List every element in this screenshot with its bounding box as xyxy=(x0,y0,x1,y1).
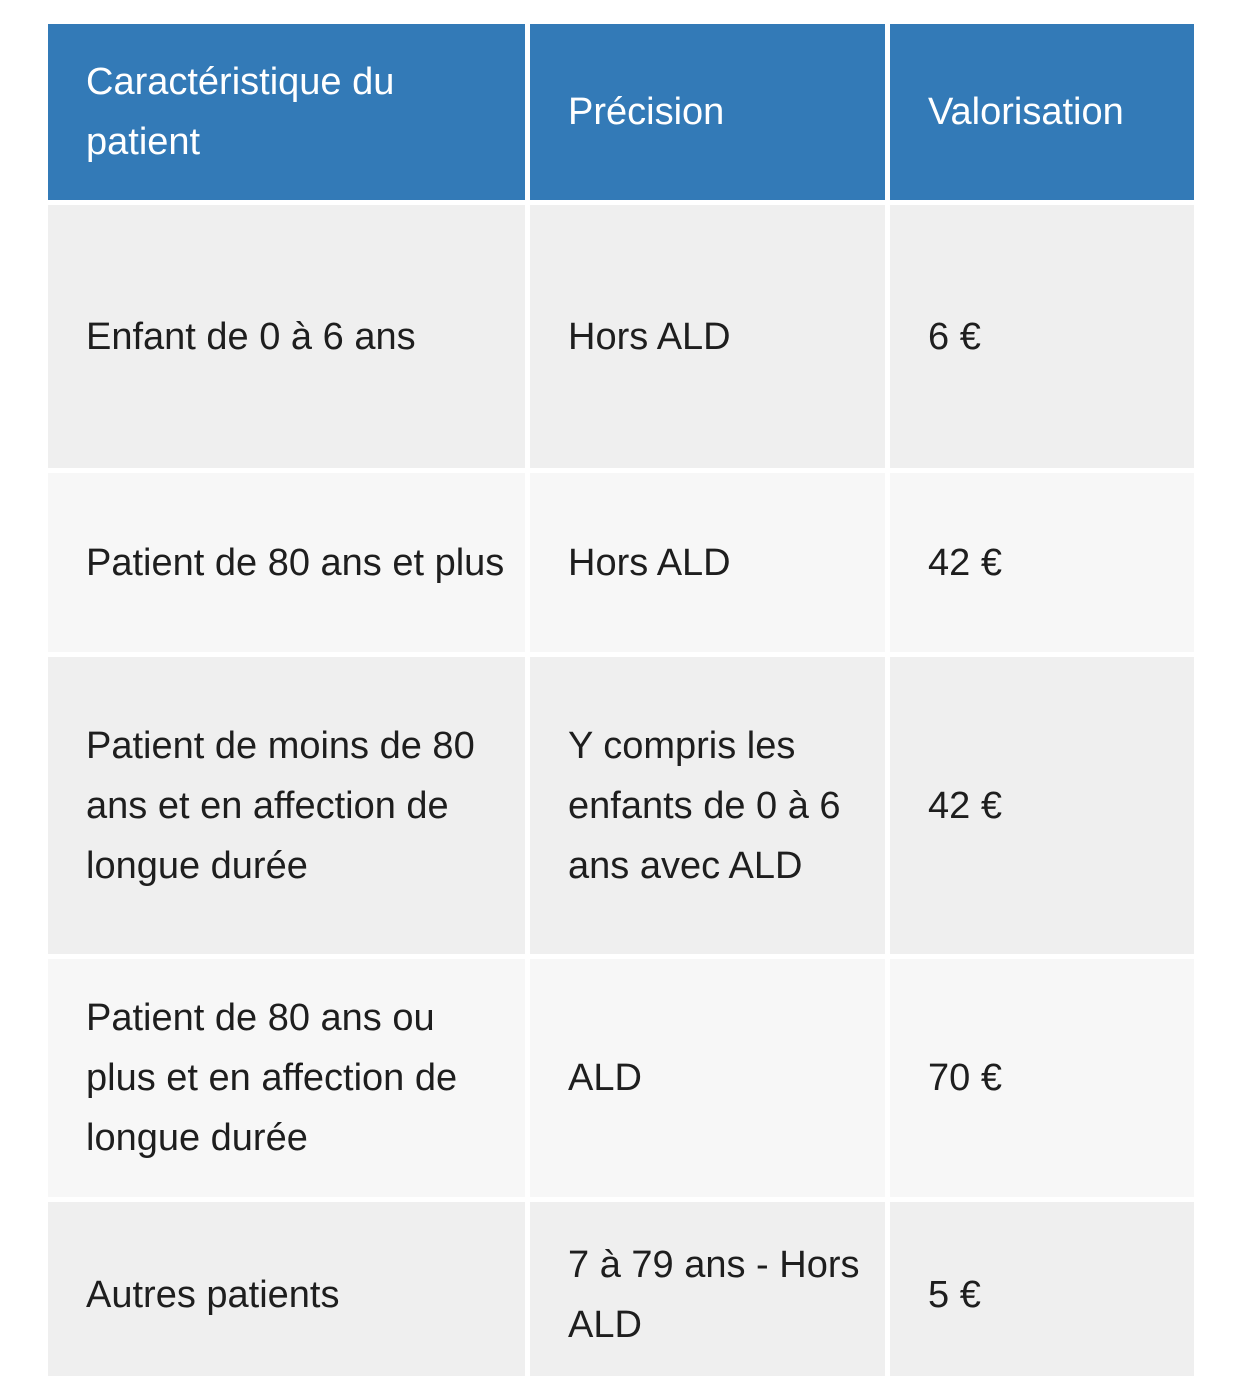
cell-precision: Hors ALD xyxy=(530,205,890,473)
header-valorisation: Valorisation xyxy=(890,24,1194,205)
cell-caracteristique: Enfant de 0 à 6 ans xyxy=(48,205,530,473)
table-row xyxy=(48,205,1194,473)
cell-precision: ALD xyxy=(530,959,890,1202)
cell-valorisation: 5 € xyxy=(890,1202,1194,1376)
cell-caracteristique: Patient de moins de 80 ans et en affection de longue durée xyxy=(48,657,530,959)
cell-caracteristique: Patient de 80 ans et plus xyxy=(48,473,530,657)
table-row xyxy=(48,1202,1194,1376)
cell-precision: 7 à 79 ans - Hors ALD xyxy=(530,1202,890,1376)
cell-precision: Hors ALD xyxy=(530,473,890,657)
valorisation-table-container xyxy=(48,24,1194,1376)
cell-caracteristique: Autres patients xyxy=(48,1202,530,1376)
cell-valorisation: 42 € xyxy=(890,657,1194,959)
cell-caracteristique: Patient de 80 ans ou plus et en affection de longue durée xyxy=(48,959,530,1202)
cell-precision: Y compris les enfants de 0 à 6 ans avec ALD xyxy=(530,657,890,959)
cell-valorisation: 6 € xyxy=(890,205,1194,473)
table-row xyxy=(48,959,1194,1202)
table-row xyxy=(48,657,1194,959)
table-header-row xyxy=(48,24,1194,205)
cell-valorisation: 42 € xyxy=(890,473,1194,657)
valorisation-table xyxy=(48,24,1194,1376)
header-precision: Précision xyxy=(530,24,890,205)
table-row xyxy=(48,473,1194,657)
header-caracteristique: Caractéristique du patient xyxy=(48,24,530,205)
cell-valorisation: 70 € xyxy=(890,959,1194,1202)
